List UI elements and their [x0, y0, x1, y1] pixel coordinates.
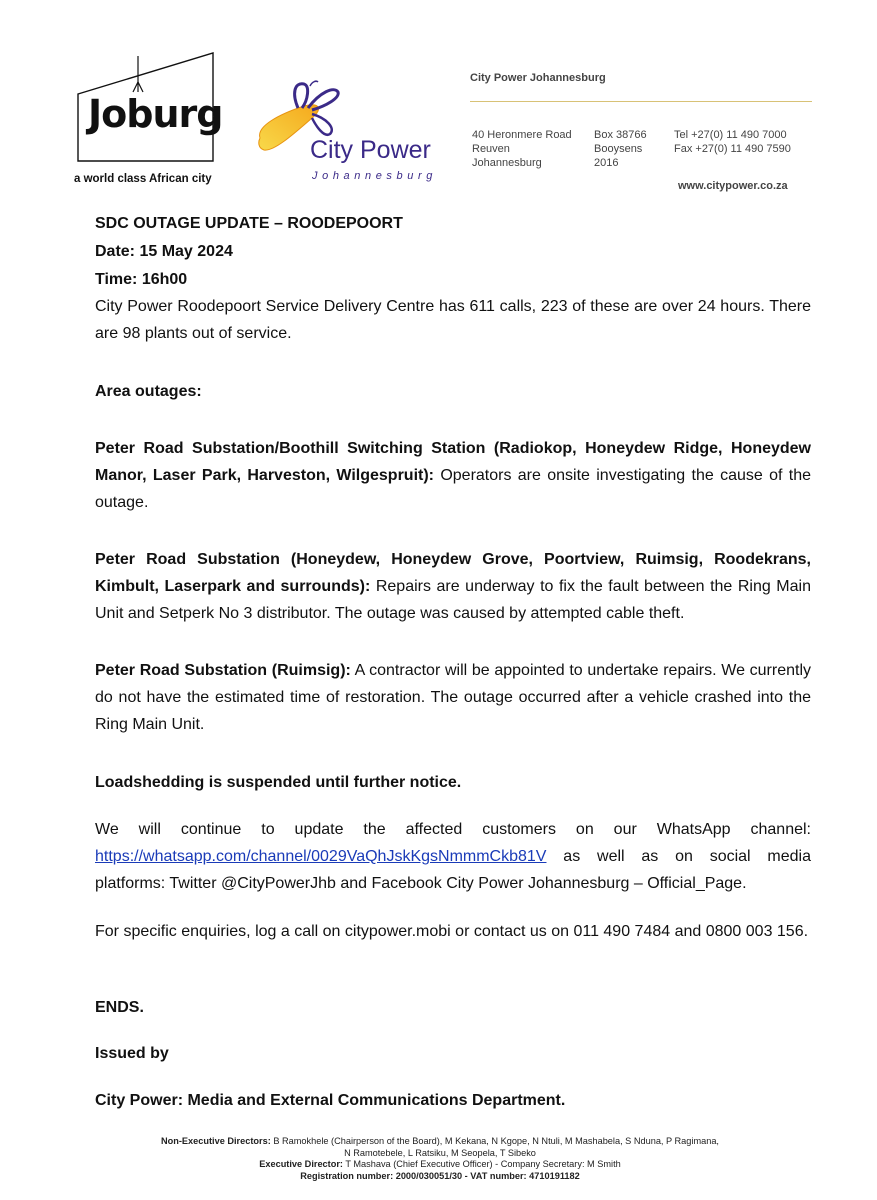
city-power-name: City Power — [310, 136, 431, 164]
footer-executive: Executive Director: T Mashava (Chief Executive Officer) - Company Secretary: M Smith — [259, 1159, 621, 1169]
letterhead-address: 40 Heronmere Road Reuven Johannesburg — [472, 129, 572, 169]
letterhead-company: City Power Johannesburg — [470, 72, 606, 84]
loadshedding-notice: Loadshedding is suspended until further notice. — [95, 774, 462, 791]
outage-detail: A contractor will be appointed to undertake repairs. We currently do not have the estimated time of restoration. The outage occurred after a vehicle crashed into the Ring Main Unit. — [95, 662, 812, 733]
area-outages-heading: Area outages: — [95, 383, 202, 400]
doc-time: Time: 16h00 — [95, 271, 188, 288]
footer — [110, 1136, 770, 1182]
doc-summary: City Power Roodepoort Service Delivery Centre has 611 calls, 223 of these are over 24 hours. There are 98 plants out of service. — [95, 298, 811, 342]
letterhead-phones: Tel +27(0) 11 490 7000 Fax +27(0) 11 490 7590 — [674, 129, 791, 155]
doc-date: Date: 15 May 2024 — [95, 243, 233, 260]
footer-registration: Registration number: 2000/030051/30 - VAT number: 4710191182 — [300, 1170, 580, 1181]
issuing-department: City Power: Media and External Communications Department. — [95, 1092, 566, 1109]
joburg-wordmark: Joburg — [88, 92, 223, 136]
doc-title: SDC OUTAGE UPDATE – ROODEPOORT — [95, 215, 403, 232]
letterhead-website: www.citypower.co.za — [678, 180, 788, 192]
letterhead-divider — [470, 101, 812, 102]
issued-by: Issued by — [95, 1045, 169, 1062]
outage-item-1 — [95, 435, 811, 516]
outage-location: Peter Road Substation (Ruimsig): — [95, 662, 351, 679]
ends-marker: ENDS. — [95, 999, 144, 1016]
footer-directors-line-2: N Ramotebele, L Ratsiku, M Seopela, T Sibeko — [344, 1147, 536, 1158]
footer-directors-line-1: Non-Executive Directors: B Ramokhele (Chairperson of the Board), M Kekana, N Kgope, N Ntuli, M Mashabela, S Nduna, P Ragimana, — [161, 1136, 719, 1146]
outage-item-3 — [95, 657, 811, 738]
letterhead-box: Box 38766 Booysens 2016 — [594, 129, 647, 169]
outage-detail: Operators are onsite investigating the cause of the outage. — [95, 467, 811, 511]
outage-detail: Repairs are underway to fix the fault between the Ring Main Unit and Setperk No 3 distributor. The outage was caused by attempted cable theft. — [95, 578, 811, 622]
enquiries-paragraph: For specific enquiries, log a call on citypower.mobi or contact us on 011 490 7484 and 0800 003 156. — [95, 923, 809, 940]
outage-item-2 — [95, 546, 811, 627]
whatsapp-channel-link[interactable]: https://whatsapp.com/channel/0029VaQhJskKgsNmmmCkb81V — [95, 848, 547, 865]
update-paragraph: We will continue to update the affected customers on our WhatsApp channel: https://whatsapp.com/channel/0029VaQhJskKgsNmmmCkb81V as well as on social media platforms: Twitter @CityPowerJhb and Facebook City Power Johannesburg – Official_Page. — [95, 821, 811, 892]
city-power-subtitle: Johannesburg — [312, 170, 437, 182]
outage-location: Peter Road Substation (Honeydew, Honeydew Grove, Poortview, Ruimsig, Roodekrans, Kimbult, Laserpark and surrounds): — [95, 551, 811, 595]
joburg-tagline: a world class African city — [74, 173, 212, 185]
outage-location: Peter Road Substation/Boothill Switching Station (Radiokop, Honeydew Ridge, Honeydew Manor, Laser Park, Harveston, Wilgespruit): — [95, 440, 811, 484]
